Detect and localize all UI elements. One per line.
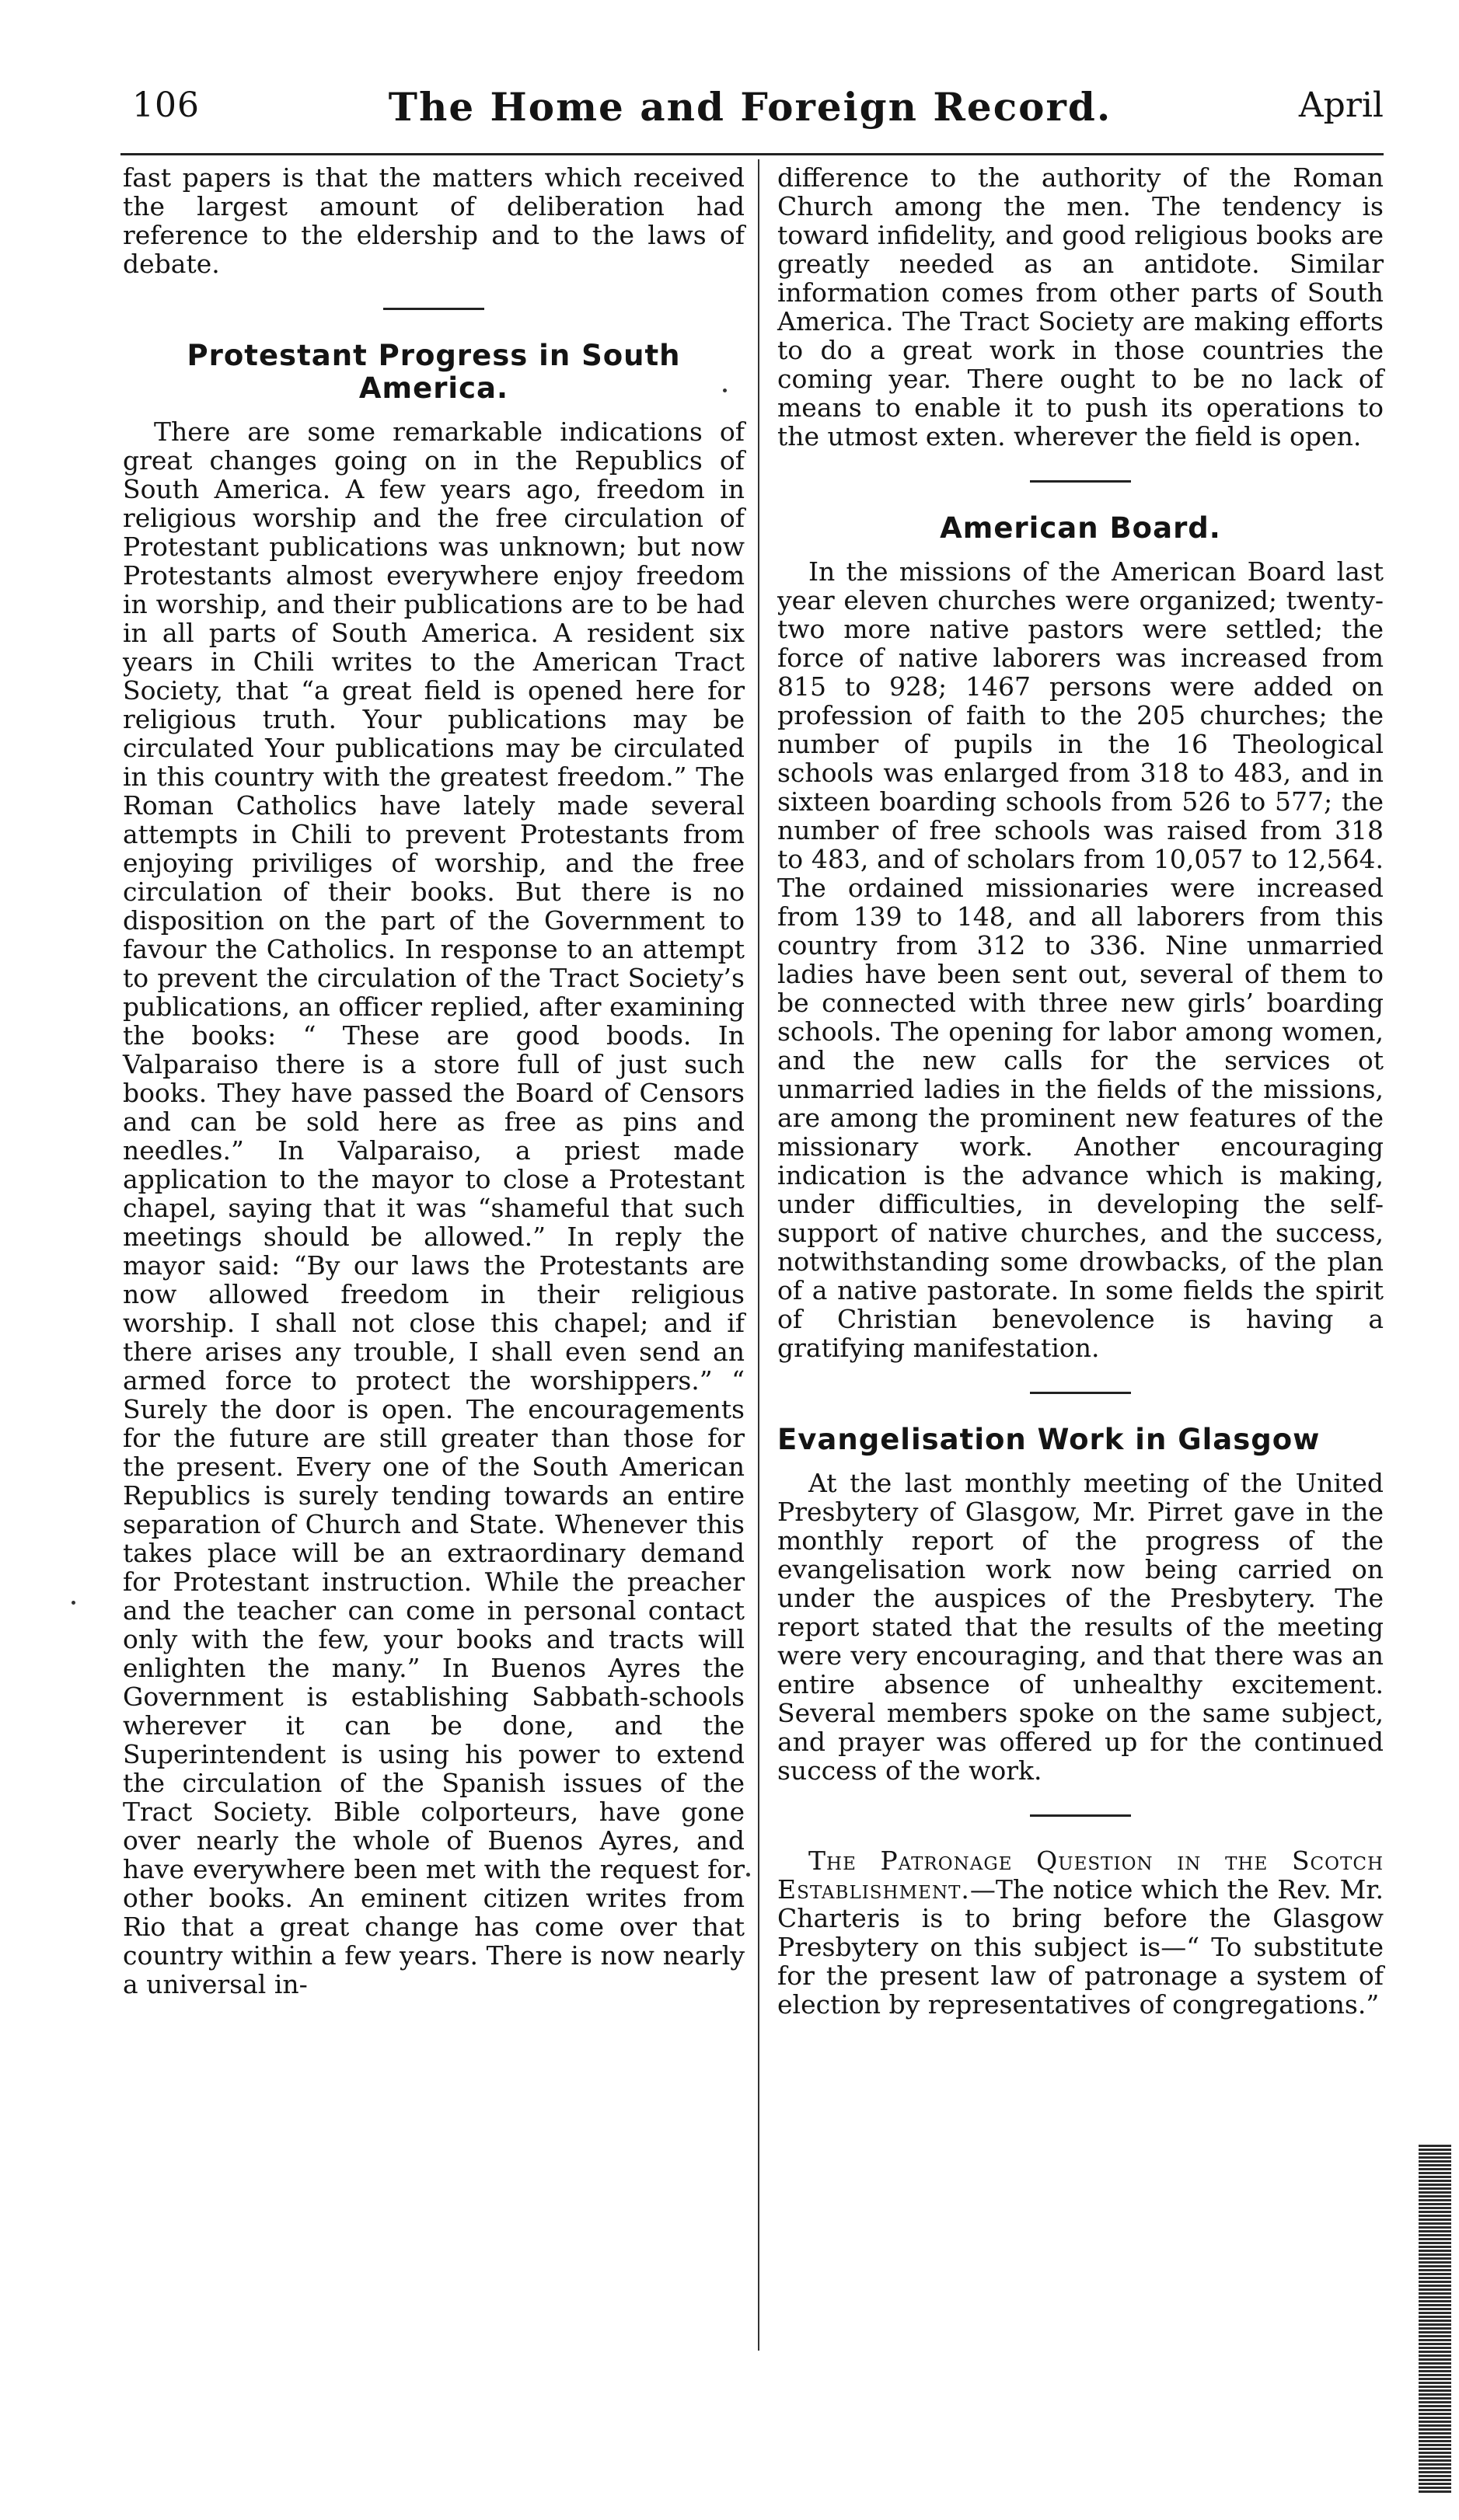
left-column: [123, 163, 745, 1999]
article-title: Protestant Progress in South America.: [187, 339, 681, 405]
news-item: [777, 1846, 1384, 2019]
section-divider: [383, 308, 484, 310]
right-column: [777, 163, 1384, 2019]
news-item-body: —The notice which the Rev. Mr. Charteris is to bring before the Glasgow Presbytery on this subject is—“ To substitute for the present law of patronage a system of election by representatives of congregations.”: [777, 1874, 1384, 2020]
page-number: 106: [132, 85, 200, 125]
continued-paragraph: difference to the authority of the Roman Church among the men. The tendency is toward infidelity, and good religious books are greatly needed as an antidote. Similar information comes from other parts of South America. The Tract Society are making efforts to do a great work in those countries the coming year. There ought to be no lack of means to enable it to push its operations to the utmost exten. wherever the field is open.: [777, 162, 1384, 451]
header-rule: [120, 153, 1384, 155]
running-title: The Home and Foreign Record.: [388, 84, 1112, 130]
section-divider: [1030, 1392, 1131, 1394]
issue-month: April: [1298, 85, 1384, 125]
ink-spot: [72, 1601, 75, 1605]
ink-spot: [723, 389, 727, 392]
article-body: In the missions of the American Board last year eleven churches were organized; twenty-two more native pastors were settled; the force of native laborers was increased from 815 to 928; 1467 persons were added on profession of faith to the 205 churches; the number of pupils in the 16 Theological schools was enlarged from 318 to 483, and in sixteen boarding schools from 526 to 577; the number of free schools was raised from 318 to 483, and of scholars from 10,057 to 12,564. The ordained missionaries were increased from 139 to 148, and all laborers from this country from 312 to 336. Nine unmarried ladies have been sent out, several of them to be connected with three new girls’ boarding schools. The opening for labor among women, and the new calls for the services ot unmarried ladies in the fields of the missions, are among the prominent new features of the missionary work. Another encouraging indication is the advance which is making, under difficulties, in developing the self-support of native churches, and the success, notwithstanding some drowbacks, of the plan of a native pastorate. In some fields the spirit of Christian benevolence is having a gratifying manifestation.: [777, 556, 1384, 1363]
article-title: Evangelisation Work in Glasgow: [777, 1423, 1321, 1456]
section-divider: [1030, 1814, 1131, 1817]
section-divider: [1030, 480, 1131, 483]
column-divider: [758, 159, 759, 2351]
continued-paragraph: fast papers is that the matters which received the largest amount of deliberation had reference to the eldership and to the laws of debate.: [123, 162, 745, 279]
article-body: There are some remarkable indications of great changes going on in the Republics of South America. A few years ago, freedom in religious worship and the free circulation of Protestant publications was unknown; but now Protestants almost everywhere enjoy freedom in worship, and their publications are to be had in all parts of South America. A resident six years in Chili writes to the American Tract Society, that “a great field is opened here for religious truth. Your publications may be circulated Your publications may be circulated in this country with the greatest freedom.” The Roman Catholics have lately made several attempts in Chili to prevent Protestants from enjoying priviliges of worship, and the free circulation of their books. But there is no disposition on the part of the Government to favour the Catholics. In response to an attempt to prevent the circulation of the Tract Society’s publications, an officer replied, after examining the books: “ These are good boods. In Valparaiso there is a store full of just such books. They have passed the Board of Censors and can be sold here as free as pins and needles.” In Valparaiso, a priest made application to the mayor to close a Protestant chapel, saying that it was “shameful that such meetings should be allowed.” In reply the mayor said: “By our laws the Protestants are now allowed freedom in their religious worship. I shall not close this chapel; and if there arises any trouble, I shall even send an armed force to protect the worshippers.” “ Surely the door is open. The encouragements for the future are still greater than those for the present. Every one of the South American Republics is surely tending towards an entire separation of Church and State. Whenever this takes place will be an extraordinary demand for Protestant instruction. While the preacher and the teacher can come in personal contact only with the few, your books and tracts will enlighten the many.” In Buenos Ayres the Government is establishing Sabbath-schools wherever it can be done, and the Superintendent is using his power to extend the circulation of the Spanish issues of the Tract Society. Bible colporteurs, have gone over nearly the whole of Buenos Ayres, and have everywhere been met with the request for other books. An eminent citizen writes from Rio that a great change has come over that country within a few years. There is now nearly a universal in-: [123, 417, 745, 1999]
ink-spot: [746, 1873, 750, 1877]
article-title: American Board.: [940, 511, 1221, 545]
article-body: At the last monthly meeting of the United Presbytery of Glasgow, Mr. Pirret gave in the monthly report of the progress of the evangelisation work now being carried on under the auspices of the Presbytery. The report stated that the results of the meeting were very encouraging, and that there was an entire absence of unhealthy excitement. Several members spoke on the same subject, and prayer was offered up for the continued success of the work.: [777, 1468, 1384, 1786]
page-header: [117, 78, 1384, 148]
news-item-lead: The Patronage Question in the Scotch Establishment.: [777, 1846, 1384, 1905]
scan-edge-artifact: [1419, 2145, 1451, 2494]
